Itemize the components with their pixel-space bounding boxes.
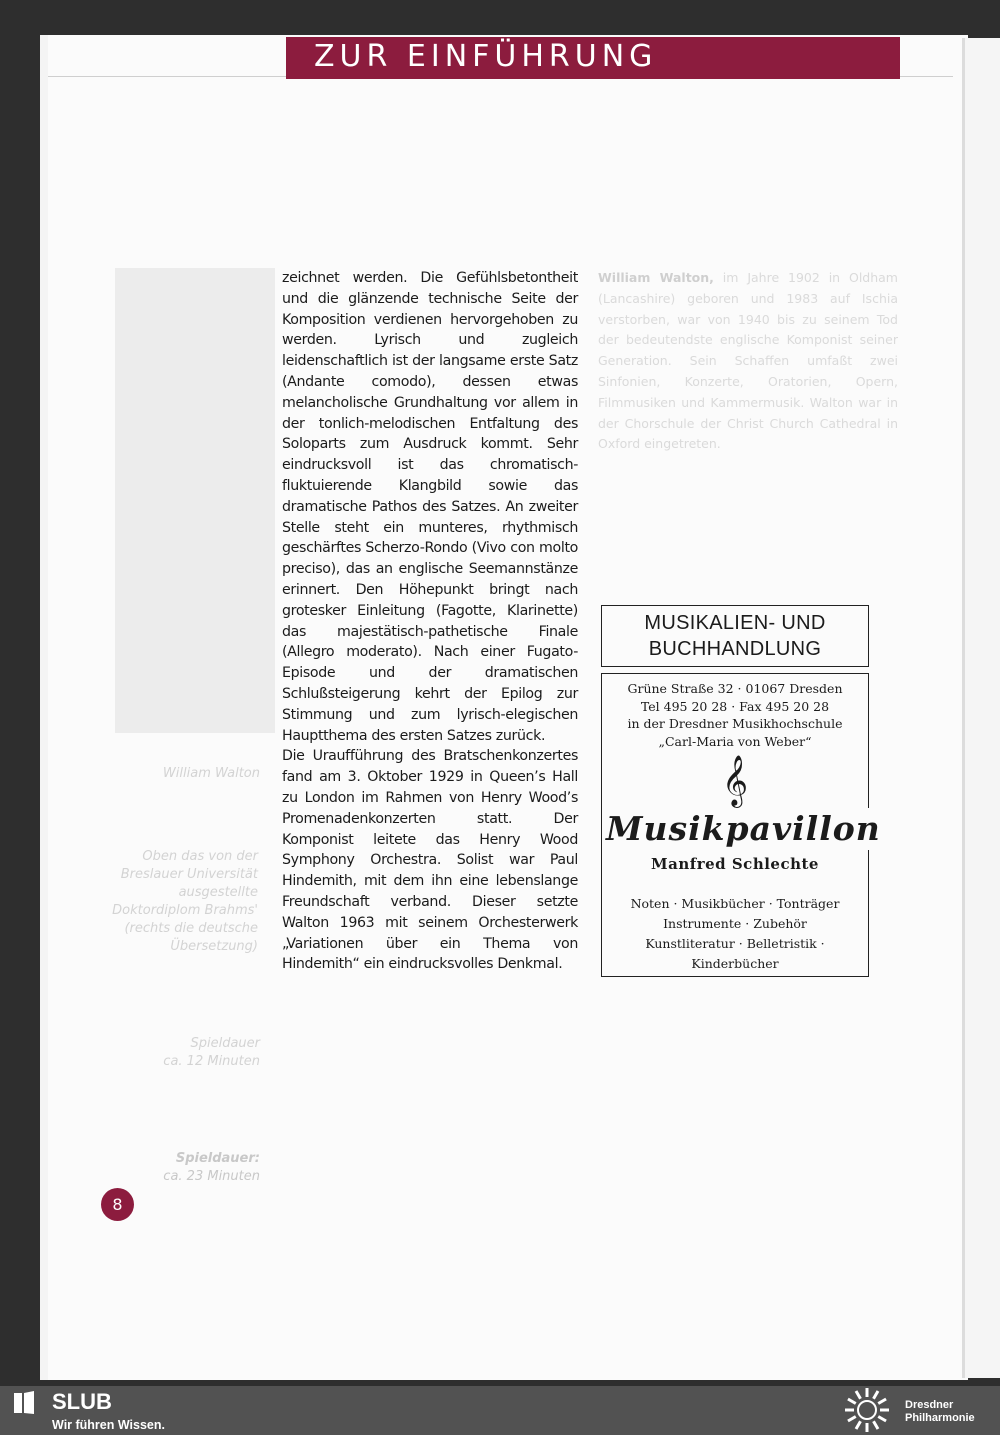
shop-name: Musikpavillon bbox=[602, 808, 885, 850]
show-through-image bbox=[115, 268, 275, 733]
article-paragraph-1: zeichnet werden. Die Gefühlsbetontheit und die glänzende technische Seite der Komposition verdienen hervorgehoben zu werden. Lyrisch und zugleich leidenschaftlich ist der langsame erste Satz (Andante comodo), dessen etwas melancholische Grundhaltung vor allem in der tonlich-melodischen Entfaltung des Soloparts zum Ausdruck kommt. Sehr eindrucksvoll ist das chromatisch-fluktuierende Klangbild sowie das dramatische Pathos des Satzes. An zweiter Stelle steht ein munteres, rhythmisch geschärftes Scherzo-Rondo (Vivo con molto preciso), das an englische Seemannstänze erinnert. Den Höhepunkt bringt nach grotesker Einleitung (Fagotte, Klarinette) das majestätisch-pathetische Finale (Allegro moderato). Nach einer Fugato-Episode und der dramatischen Schlußsteigerung kehrt der Epilog zur Stimmung und zum lyrisch-elegischen Hauptthema des ersten Satzes zurück. bbox=[282, 270, 578, 744]
library-tagline: Wir führen Wissen. bbox=[52, 1418, 165, 1432]
page-number: 8 bbox=[101, 1188, 134, 1221]
facing-page-edge bbox=[962, 38, 1000, 1378]
ad-title-box bbox=[601, 605, 869, 667]
article-text bbox=[282, 268, 578, 975]
book-icon bbox=[12, 1390, 36, 1416]
show-through-column-text: im Jahre 1902 in Oldham (Lancashire) geboren und 1983 auf Ischia verstorben, war von 1940 bis zu seinem Tod der bedeutendste englische Komponist seiner Generation. Sein Schaffen umfaßt zwei Sinfonien, Konzerte, Oratorien, Opern, Filmmusiken und Kammermusik. Walton war in der Chorschule der Christ Church Cathedral in Oxford eingetreten. bbox=[598, 270, 898, 452]
shop-owner: Manfred Schlechte bbox=[651, 855, 819, 873]
ad-products-line3: Kunstliteratur · Belletristik · Kinderbücher bbox=[645, 936, 825, 971]
ad-address-street: Grüne Straße 32 · 01067 Dresden bbox=[627, 681, 843, 696]
ad-products-line2: Instrumente · Zubehör bbox=[663, 916, 807, 931]
orchestra-name bbox=[905, 1399, 975, 1425]
show-through-caption: William Walton bbox=[162, 766, 260, 781]
show-through-duration2-value: ca. 23 Minuten bbox=[163, 1169, 260, 1184]
ad-box bbox=[601, 673, 881, 977]
page-fold bbox=[962, 38, 965, 1378]
ad-address-school: „Carl-Maria von Weber“ bbox=[658, 733, 812, 749]
ad-address-phone: Tel 495 20 28 · Fax 495 20 28 bbox=[640, 698, 830, 714]
show-through-duration1-label: Spieldauer bbox=[190, 1036, 260, 1051]
orchestra-name-line1: Dresdner bbox=[905, 1399, 954, 1411]
show-through-duration1-value: ca. 12 Minuten bbox=[163, 1054, 260, 1069]
ad-address bbox=[602, 680, 868, 750]
ad-title-line2: BUCHHANDLUNG bbox=[648, 638, 822, 660]
section-title: ZUR EINFÜHRUNG bbox=[314, 39, 658, 74]
show-through-note: Oben das von der Breslauer Universität ausgestellte Doktordiplom Brahms' (rechts die deutsche Übersetzung) bbox=[112, 849, 258, 954]
show-through-column-lead: William Walton, bbox=[598, 270, 714, 285]
library-name: SLUB bbox=[52, 1389, 112, 1414]
treble-clef-icon: 𝄞 bbox=[721, 755, 748, 806]
sunburst-logo-icon bbox=[841, 1387, 893, 1433]
ad-product-list bbox=[602, 894, 868, 974]
shop-name-row bbox=[602, 808, 881, 850]
ad-title-line1: MUSIKALIEN- UND bbox=[644, 612, 826, 634]
show-through-duration2-label: Spieldauer: bbox=[175, 1151, 260, 1166]
ad-address-location: in der Dresdner Musikhochschule bbox=[627, 716, 843, 731]
orchestra-name-line2: Philharmonie bbox=[905, 1412, 975, 1424]
article-paragraph-2: Die Uraufführung des Bratschenkonzertes fand am 3. Oktober 1929 in Queen’s Hall zu London im Rahmen von Henry Wood’s Promenadenkonzerten statt. Der Komponist leitete das Henry Wood Symphony Orchestra. Solist war Paul Hindemith, mit dem ihn eine lebenslange Freundschaft verband. Dieser setzte Walton 1963 mit seinem Orchesterwerk „Variationen über ein Thema von Hindemith“ ein eindrucksvolles Denkmal. bbox=[282, 748, 578, 973]
ad-products-line1: Noten · Musikbücher · Tonträger bbox=[630, 896, 840, 911]
